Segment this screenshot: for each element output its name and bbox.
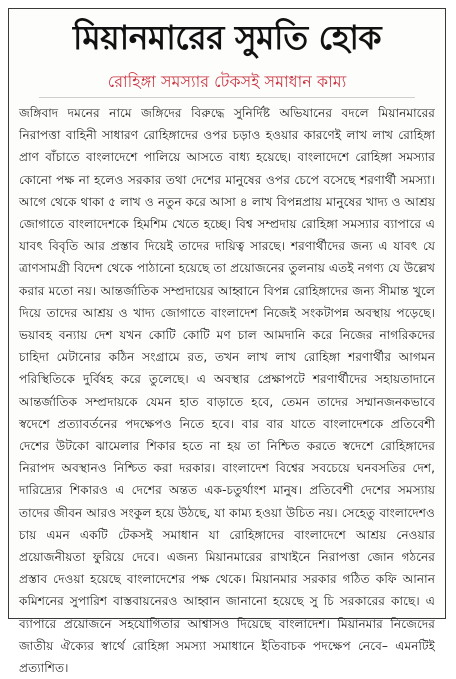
article-body — [19, 102, 435, 676]
article-headline: মিয়ানমারের সুমতি হোক — [72, 18, 382, 57]
divider — [39, 97, 415, 98]
editorial-article — [8, 8, 446, 676]
subhead-container — [9, 71, 445, 93]
article-paragraph: জঙ্গিবাদ দমনের নামে জঙ্গিদের বিরুদ্ধে সুনির্দিষ্ট অভিযানের বদলে মিয়ানমারের নিরাপত্তা বাহিনী সাধারণ রোহিঙ্গাদের ওপর চড়াও হওয়ার কারণেই লাখ লাখ রোহিঙ্গা প্রাণ বাঁচাতে বাংলাদেশে পালিয়ে আসতে বাধ্য হয়েছে। বাংলাদেশে রোহিঙ্গা সমস্যার কোনো পক্ষ না হলেও সরকার তথা দেশের মানুষের ওপর চেপে বসেছে শরণার্থী সমস্যা। আগে থেকে থাকা ৫ লাখ ও নতুন করে আসা ৪ লাখ বিপন্নপ্রায় মানুষের খাদ্য ও আশ্রয় জোগাতে বাংলাদেশকে হিমশিম খেতে হচ্ছে। বিশ্ব সম্প্রদায় রোহিঙ্গা সমস্যার ব্যাপারে এ যাবৎ বিবৃতি আর প্রস্তাব দিয়েই তাদের দায়িত্ব সারছে। শরণার্থীদের জন্য এ যাবৎ যে ত্রাণসামগ্রী বিদেশ থেকে পাঠানো হয়েছে তা প্রয়োজনের তুলনায় এতই নগণ্য যে উল্লেখ করার মতো নয়। আন্তর্জাতিক সম্প্রদায়ের আহ্বানে বিপন্ন রোহিঙ্গাদের জন্য সীমান্ত খুলে দিয়ে তাদের আশ্রয় ও খাদ্য জোগাতে বাংলাদেশ নিজেই সংকটাপন্ন অবস্থায় পড়েছে। ভয়াবহ বন্যায় দেশ যখন কোটি কোটি মণ চাল আমদানি করে নিজের নাগরিকদের চাহিদা মেটানোর কঠিন সংগ্রামে রত, তখন লাখ লাখ রোহিঙ্গা শরণার্থীর আগমন পরিস্থিতিকে দুর্বিষহ করে তুলেছে। এ অবস্থার প্রেক্ষাপটে শরণার্থীদের সহায়তাদানে আন্তর্জাতিক সম্প্রদায়কে যেমন হাত বাড়াতে হবে, তেমন তাদের সম্মানজনকভাবে স্বদেশে প্রত্যাবর্তনের পদক্ষেপও নিতে হবে। বার বার যাতে বাংলাদেশকে প্রতিবেশী দেশের উটকো ঝামেলার শিকার হতে না হয় তা নিশ্চিত করতে স্বদেশে রোহিঙ্গাদের নিরাপদ অবস্থানও নিশ্চিত করা দরকার। বাংলাদেশ বিশ্বের সবচেয়ে ঘনবসতির দেশ, দারিদ্র্যের শিকারও এ দেশের অন্তত এক-চতুর্থাংশ মানুষ। প্রতিবেশী দেশের সমস্যায় তাদের জীবন আরও সংকুল হয়ে উঠছে, যা কাম্য হওয়া উচিত নয়। সেহেতু বাংলাদেশও চায় এমন একটি টেকসই সমাধান যা রোহিঙ্গাদের বাংলাদেশে আশ্রয় নেওয়ার প্রয়োজনীয়তা ফুরিয়ে দেবে। এজন্য মিয়ানমারের রাখাইনে নিরাপত্তা জোন গঠনের প্রস্তাব দেওয়া হয়েছে বাংলাদেশের পক্ষ থেকে। মিয়ানমার সরকার গঠিত কফি আনান কমিশনের সুপারিশ বাস্তবায়নেরও আহ্বান জানানো হয়েছে সু চি সরকারের কাছে। এ ব্যাপারে প্রয়োজনে সহযোগিতার আশ্বাসও দিয়েছে বাংলাদেশ। মিয়ানমার নিজেদের জাতীয় ঐক্যের স্বার্থে রোহিঙ্গা সমস্যা সমাধানে ইতিবাচক পদক্ষেপ নেবে– এমনটিই প্রত্যাশিত। — [19, 106, 435, 676]
article-subhead: রোহিঙ্গা সমস্যার টেকসই সমাধান কাম্য — [107, 72, 347, 91]
